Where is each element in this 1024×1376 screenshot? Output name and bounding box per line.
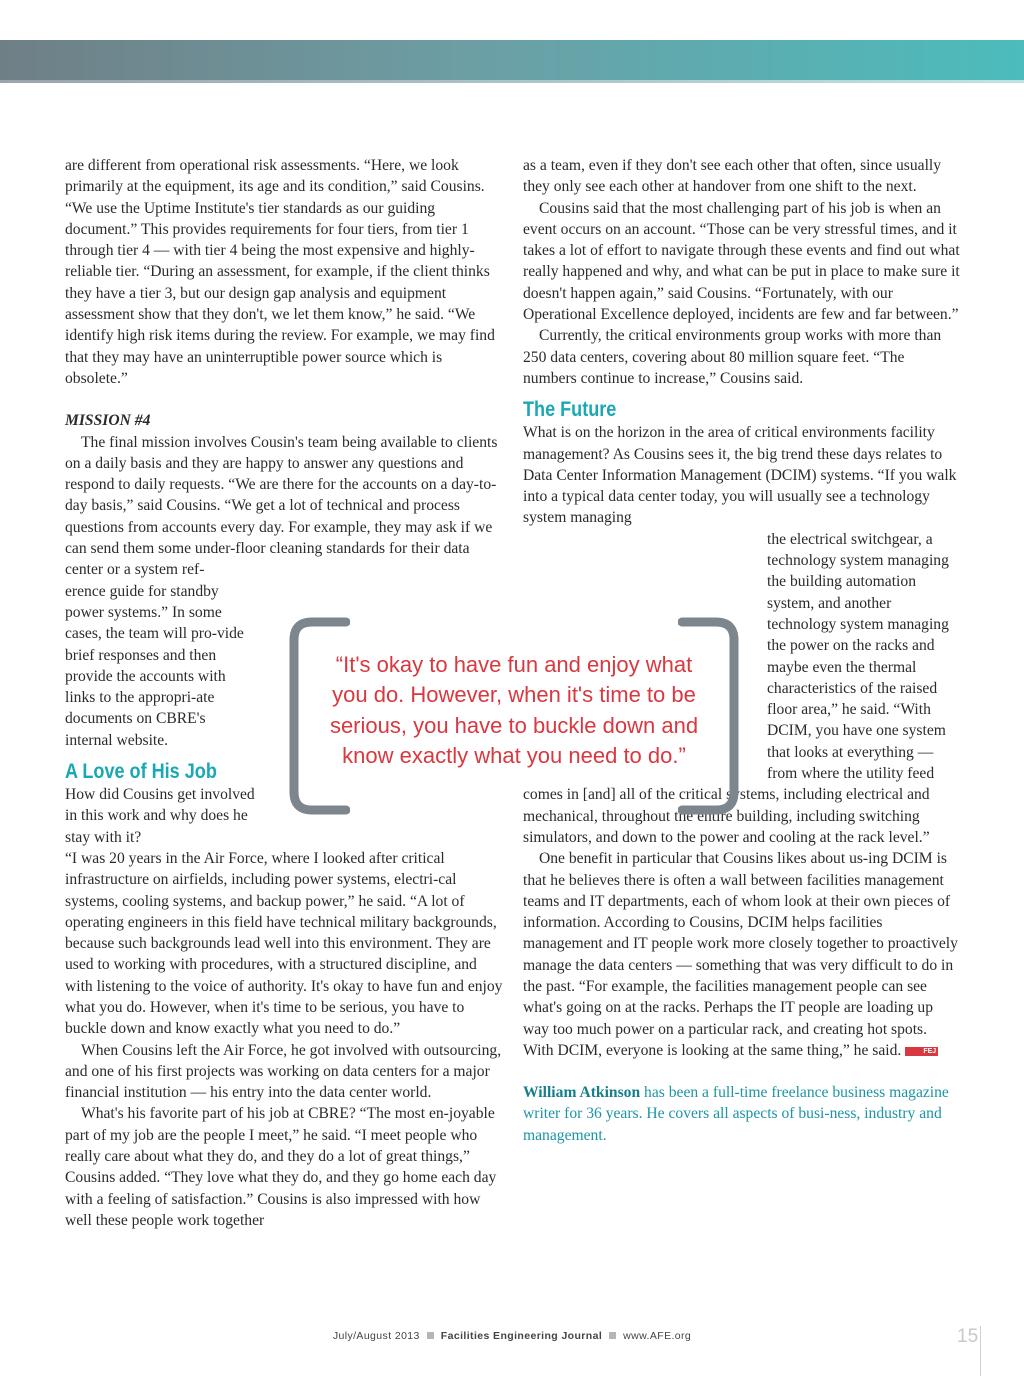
page-footer — [0, 1330, 1024, 1342]
left-paragraph-2: The final mission involves Cousin's team being available to clients on a daily basis and they are happy to answer any questions and respond to daily requests. “We are there for the accounts on a day-to-day basis,” said Cousins. “We get a lot of technical and process questions from accounts every day. For example, they may ask if we can send them some under-floor cleaning standards for their data center or a system ref- — [65, 433, 498, 579]
left-paragraph-4: When Cousins left the Air Force, he got involved with outsourcing, and one of his first projects was working on data centers for a major financial institution — his entry into the data center world. — [65, 1041, 502, 1102]
author-name: William Atkinson — [523, 1084, 641, 1102]
fej-end-mark-icon: FEJ — [905, 1047, 938, 1056]
right-paragraph-2: Cousins said that the most challenging part of his job is when an event occurs on an account. “Those can be very stressful times, and it takes a lot of effort to navigate through these events and find out what really happened and why, and what can be put in place to make sure it doesn't happen again,” said Cousins. “Fortunately, with our Operational Excellence deployed, incidents are few and far between.” — [523, 199, 960, 324]
left-paragraph-2-narrow: erence guide for standby power systems.” In some cases, the team will pro-vide brief responses and then provide the accounts with links to the appropri-ate documents on CBRE's internal website. — [65, 582, 244, 749]
right-bracket-icon — [678, 616, 740, 816]
footer-url: www.AFE.org — [623, 1330, 692, 1342]
right-paragraph-4-narrow: the electrical switchgear, a technology system managing the building automation system, and another technology system managing the power on the racks and maybe even the thermal characteristics of the raised floor area,” he said. “With DCIM, you have one system that looks at everything — from where the utility feed — [767, 530, 949, 783]
header-band — [0, 40, 1024, 80]
right-paragraph-4: What is on the horizon in the area of critical environments facility management? As Cousins sees it, the big trend these days relates to Data Center Information Management (DCIM) systems. “If you walk into a typical data center today, you will usually see a technology system managing — [523, 424, 957, 527]
right-paragraph-3: Currently, the critical environments group works with more than 250 data centers, covering about 80 million square feet. “The numbers continue to increase,” Cousins said. — [523, 327, 942, 387]
right-paragraph-5 — [523, 848, 961, 1061]
page-number: 15 — [957, 1326, 979, 1347]
footer-separator-square-icon — [609, 1332, 616, 1339]
right-paragraph-4-continued: comes in [and] all of the critical systems, including electrical and mechanical, throughout the entire building, including switching simulators, and down to the power and cooling at the rack level.” — [523, 786, 930, 846]
footer-separator-square-icon — [427, 1332, 434, 1339]
pull-quote — [288, 616, 740, 816]
page-number-rule — [980, 1326, 981, 1376]
left-paragraph-1: are different from operational risk assessments. “Here, we look primarily at the equipment, its age and its condition,” said Cousins. “We use the Uptime Institute's tier standards as our guiding document.” This provides requirements for four tiers, from tier 1 through tier 4 — with tier 4 being the most expensive and highly-reliable tier. “During an assessment, for example, if the client thinks they have a tier 3, but our design gap analysis and equipment assessment show that they don't, we let them know,” he said. “We identify high risk items during the review. For example, we may find that they may have an uninterruptible power source which is obsolete.” — [65, 157, 495, 387]
the-future-heading: The Future — [523, 398, 617, 422]
right-paragraph-1: as a team, even if they don't see each other that often, since usually they only see each other at handover from one shift to the next. — [523, 157, 942, 196]
left-paragraph-3: “I was 20 years in the Air Force, where I looked after critical infrastructure on airfields, including power systems, electri-cal systems, cooling systems, and backup power,” he said. “A lot of operating engineers in this field have technical military backgrounds, because such backgrounds lead well into this environment. They are used to working with procedures, with a structured discipline, and with listening to the voice of authority. It's okay to have fun and enjoy what you do. However, when it's time to be serious, you have to buckle down and know exactly what you need to do.” — [65, 849, 503, 1038]
left-paragraph-3-narrow: How did Cousins get involved in this work and why does he stay with it? — [65, 786, 255, 846]
footer-date: July/August 2013 — [332, 1330, 420, 1342]
pull-quote-text: “It's okay to have fun and enjoy what you do. However, when it's time to be serious, you have to buckle down and know exactly what you need to do.” — [329, 652, 699, 768]
author-bio — [523, 1082, 961, 1146]
mission-4-heading: MISSION #4 — [65, 412, 151, 430]
love-of-job-heading: A Love of His Job — [65, 760, 217, 784]
author-bio-text: has been a full-time freelance business magazine writer for 36 years. He covers all aspects of busi-ness, industry and management. — [523, 1084, 949, 1144]
left-paragraph-5: What's his favorite part of his job at CBRE? “The most en-joyable part of my job are the people I meet,” he said. “I meet people who really care about what they do, and they do a lot of great things,” Cousins added. “They love what they do, and they go home each day with a feeling of satisfaction.” Cousins is also impressed with how well these people work together — [65, 1105, 497, 1229]
right-paragraph-5-text: One benefit in particular that Cousins likes about us-ing DCIM is that he believes there is often a wall between facilities management teams and IT departments, each of whom look at their own pieces of information. According to Cousins, DCIM helps facilities management and IT people work more closely together to proactively manage the data centers — something that was very difficult to do in the past. “For example, the facilities management people can see what's going on at the racks. Perhaps the IT people are loading up way too much power on a particular rack, and creating hot spots. With DCIM, everyone is looking at the same thing,” he said. — [523, 850, 958, 1059]
footer-journal: Facilities Engineering Journal — [440, 1330, 603, 1342]
